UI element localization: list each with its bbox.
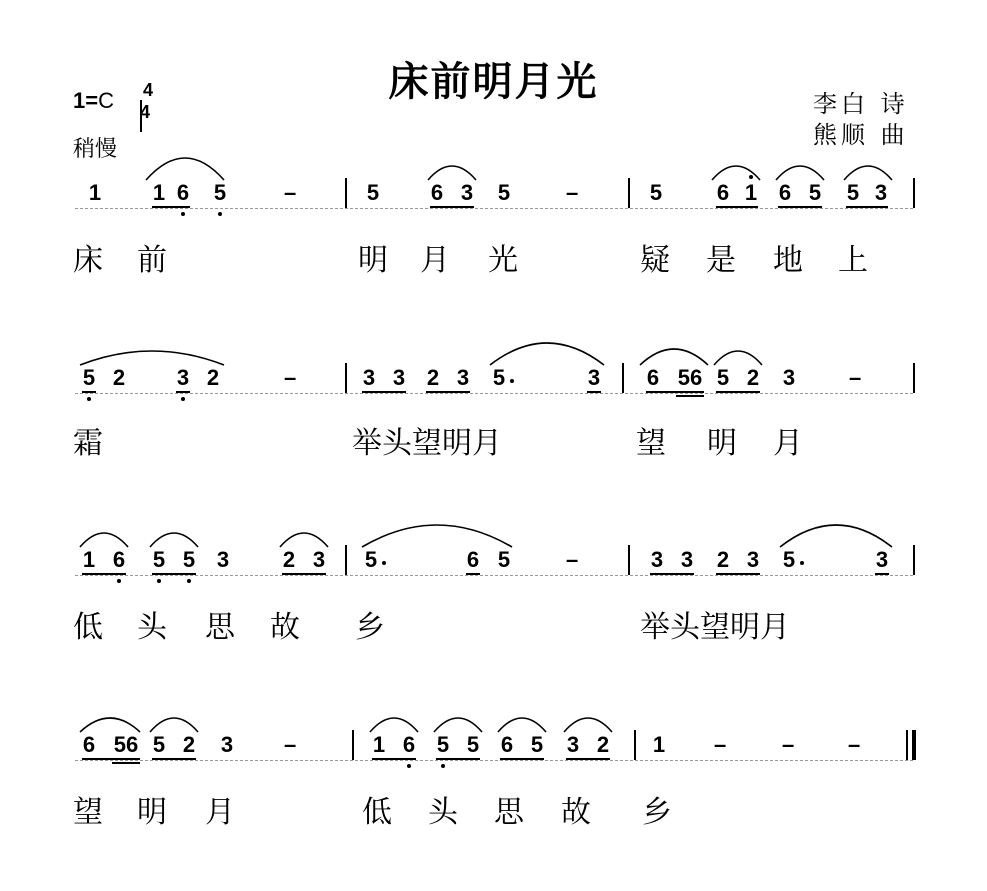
slur-arc	[780, 525, 892, 547]
lyric-syllable: 望	[73, 795, 103, 830]
sustain-dash: –	[566, 180, 579, 205]
lyric-syllable: 光	[488, 243, 518, 278]
note: 3	[587, 365, 601, 390]
note: 1	[744, 180, 758, 205]
note: 5	[497, 547, 511, 572]
slur-arc	[844, 166, 892, 180]
note: 3	[392, 365, 406, 390]
note: 3	[650, 547, 664, 572]
note: 6	[176, 180, 190, 205]
note: 56	[113, 732, 139, 757]
note: 2	[716, 547, 730, 572]
lyric-syllable: 是	[706, 243, 736, 278]
lyric-syllable: 明	[358, 243, 388, 278]
note: 3	[680, 547, 694, 572]
note: 3	[874, 180, 888, 205]
note: 5	[466, 732, 480, 757]
note: 1	[372, 732, 386, 757]
slur-arc	[370, 718, 418, 732]
note: 6	[82, 732, 96, 757]
note: 3	[456, 365, 470, 390]
note: 5	[366, 180, 380, 205]
note: 2	[282, 547, 296, 572]
note: 5	[530, 732, 544, 757]
time-signature-top: 4	[142, 80, 153, 100]
note: 3	[746, 547, 760, 572]
lyric-syllable: 故	[561, 795, 591, 830]
note: 5	[182, 547, 196, 572]
lyric-syllable: 头	[137, 610, 167, 645]
lyric-syllable: 地	[773, 243, 803, 278]
slur-arc	[714, 351, 762, 365]
note: 6	[430, 180, 444, 205]
composer-credit: 熊顺 曲	[813, 121, 909, 149]
lyric-syllable: 床	[73, 243, 103, 278]
lyric-syllable: 思	[494, 795, 524, 830]
note: 1	[82, 547, 96, 572]
note: 2	[596, 732, 610, 757]
tempo-marking: 稍慢	[73, 137, 118, 162]
key-equals: =	[85, 88, 99, 113]
slur-arc	[428, 166, 476, 180]
note: 5	[82, 365, 96, 390]
slur-arc	[434, 718, 482, 732]
slur-arc	[712, 166, 760, 180]
note: 2	[182, 732, 196, 757]
note: 6	[466, 547, 480, 572]
slur-arc	[80, 718, 140, 732]
slur-arc	[498, 718, 546, 732]
note: 5	[152, 732, 166, 757]
note: 5	[846, 180, 860, 205]
note: 3	[875, 547, 889, 572]
note: 3	[782, 365, 796, 390]
sustain-dash: –	[848, 732, 861, 757]
lyricist-credit: 李白 诗	[813, 90, 909, 118]
note: 5	[364, 547, 378, 572]
slur-arc	[80, 533, 128, 547]
note: 2	[112, 365, 126, 390]
slur-arc	[146, 158, 224, 180]
note: 1	[152, 180, 166, 205]
note: 6	[112, 547, 126, 572]
note: 2	[206, 365, 220, 390]
sustain-dash: –	[714, 732, 727, 757]
slur-arc	[80, 351, 224, 365]
slur-arc	[150, 718, 198, 732]
lyric-syllable: 明	[137, 795, 167, 830]
sustain-dash: –	[284, 180, 297, 205]
note: 6	[402, 732, 416, 757]
lyric-syllable: 明	[707, 426, 737, 461]
note: 6	[500, 732, 514, 757]
note: 6	[778, 180, 792, 205]
lyric-syllable: 乡	[642, 795, 672, 830]
lyric-syllable: 疑	[640, 243, 670, 278]
slur-arc	[150, 533, 198, 547]
note: 3	[176, 365, 190, 390]
note: 5	[436, 732, 450, 757]
note: 5	[152, 547, 166, 572]
lyric-syllable: 霜	[73, 426, 103, 461]
lyric-syllable: 月	[205, 795, 235, 830]
slur-arc	[280, 533, 328, 547]
sustain-dash: –	[566, 547, 579, 572]
lyric-syllable: 思	[205, 610, 235, 645]
note: 5	[213, 180, 227, 205]
note: 3	[312, 547, 326, 572]
lyric-syllable: 月	[773, 426, 803, 461]
sustain-dash: –	[782, 732, 795, 757]
note: 5	[649, 180, 663, 205]
note: 5	[492, 365, 506, 390]
slur-arc	[776, 166, 824, 180]
note: 5	[497, 180, 511, 205]
sustain-dash: –	[849, 365, 862, 390]
lyric-syllable: 低	[362, 795, 392, 830]
note: 2	[426, 365, 440, 390]
note: 6	[716, 180, 730, 205]
lyric-syllable: 举头望明月	[640, 610, 790, 645]
lyric-syllable: 低	[73, 610, 103, 645]
slur-arc	[640, 349, 708, 365]
lyric-syllable: 头	[428, 795, 458, 830]
note: 3	[220, 732, 234, 757]
sustain-dash: –	[284, 365, 297, 390]
note: 1	[88, 180, 102, 205]
note: 1	[652, 732, 666, 757]
note: 3	[566, 732, 580, 757]
note: 5	[716, 365, 730, 390]
note: 6	[646, 365, 660, 390]
key-degree: 1	[73, 88, 86, 113]
time-signature-bottom: 4	[140, 100, 142, 132]
lyric-syllable: 前	[137, 243, 167, 278]
note: 3	[216, 547, 230, 572]
key-letter: C	[98, 88, 114, 113]
lyric-syllable: 上	[838, 243, 868, 278]
lyric-syllable: 月	[420, 243, 450, 278]
lyric-syllable: 望	[636, 426, 666, 461]
song-title: 床前明月光	[388, 59, 599, 105]
lyric-syllable: 举头望明月	[352, 426, 502, 461]
slur-arc	[490, 343, 604, 365]
note: 56	[677, 365, 703, 390]
note: 3	[460, 180, 474, 205]
note: 2	[746, 365, 760, 390]
slur-arc	[564, 718, 612, 732]
slur-arc	[362, 525, 512, 547]
note: 5	[808, 180, 822, 205]
lyric-syllable: 故	[270, 610, 300, 645]
note: 5	[782, 547, 796, 572]
note: 3	[362, 365, 376, 390]
lyric-syllable: 乡	[355, 610, 385, 645]
sustain-dash: –	[284, 732, 297, 757]
